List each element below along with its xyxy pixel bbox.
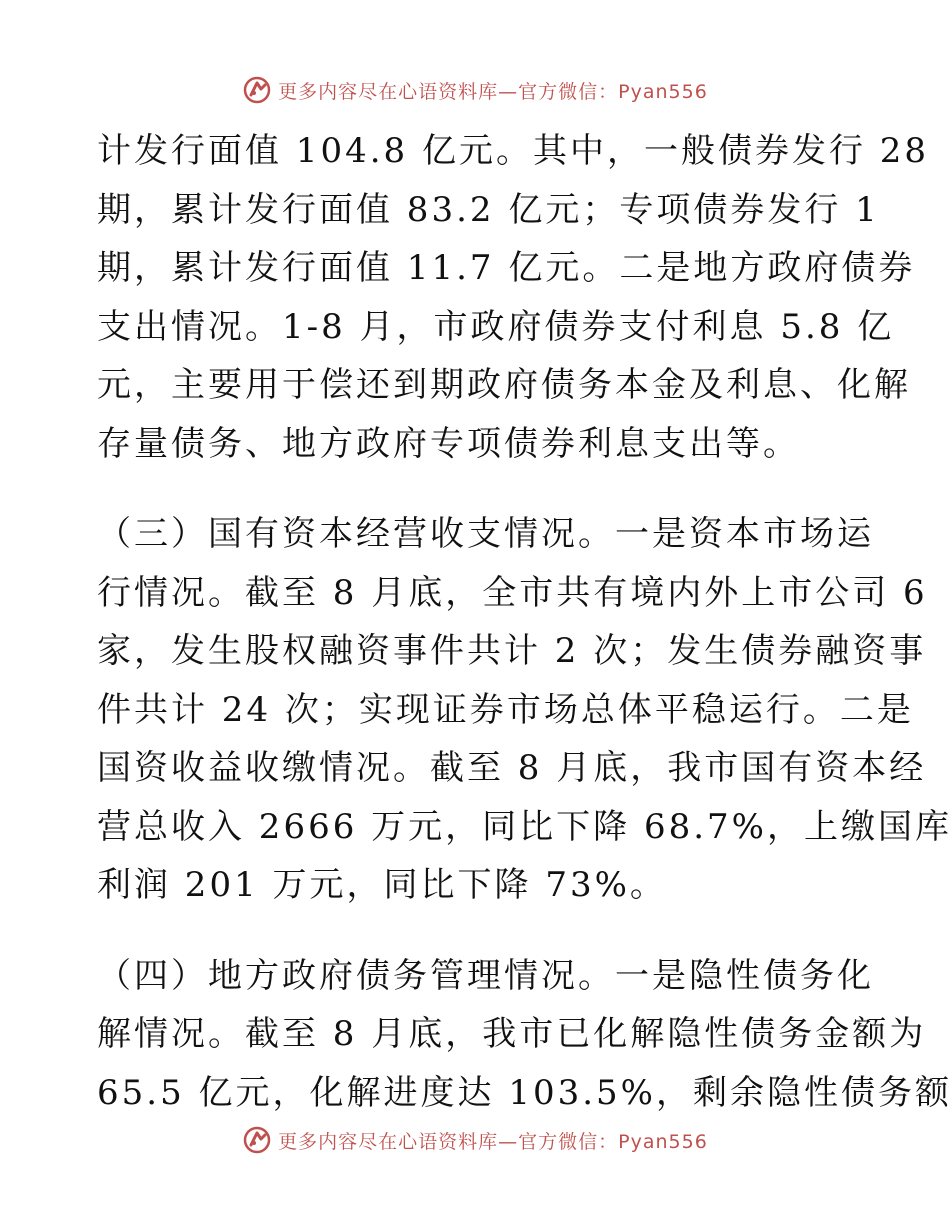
text-line: 支出情况。1-8 月，市政府债券支付利息 5.8 亿: [97, 306, 895, 347]
paragraph-gap: [97, 473, 857, 505]
text-line: （三）国有资本经营收支情况。一是资本市场运: [97, 514, 874, 554]
text-line: 期，累计发行面值 11.7 亿元。二是地方政府债券: [97, 248, 916, 288]
paragraph-gap: [97, 915, 857, 947]
brand-logo-icon: [242, 75, 272, 105]
header-watermark: [0, 70, 950, 110]
text-line: 行情况。截至 8 月底，全市共有境内外上市公司 6: [97, 572, 928, 613]
brand-logo-icon: [242, 1125, 272, 1155]
text-line: 期，累计发行面值 83.2 亿元；专项债券发行 1: [97, 189, 880, 230]
text-line: 件共计 24 次；实现证券市场总体平稳运行。二是: [97, 689, 914, 730]
text-line: 存量债务、地方政府专项债券利息支出等。: [97, 423, 800, 464]
header-watermark-text: 更多内容尽在心语资料库—官方微信：Pyan556: [278, 80, 708, 103]
footer-watermark-text: 更多内容尽在心语资料库—官方微信：Pyan556: [278, 1130, 708, 1153]
text-line: （四）地方政府债务管理情况。一是隐性债务化: [97, 955, 874, 996]
text-line: 国资收益收缴情况。截至 8 月底，我市国有资本经: [97, 748, 927, 788]
text-line: 营总收入 2666 万元，同比下降 68.7%，上缴国库: [97, 806, 952, 847]
text-line: 元，主要用于偿还到期政府债务本金及利息、化解: [97, 365, 911, 405]
text-line: 计发行面值 104.8 亿元。其中，一般债券发行 28: [97, 131, 930, 171]
footer-watermark: [0, 1120, 950, 1160]
text-line: 家，发生股权融资事件共计 2 次；发生债券融资事: [97, 631, 927, 671]
paragraph-2: [97, 505, 952, 915]
paragraph-1: [97, 122, 930, 473]
document-body: [97, 122, 952, 1122]
text-line: 解情况。截至 8 月底，我市已化解隐性债务金额为: [97, 1014, 927, 1054]
text-line: 65.5 亿元，化解进度达 103.5%，剩余隐性债务额: [97, 1072, 952, 1113]
paragraph-3: [97, 947, 952, 1123]
text-line: 利润 201 万元，同比下降 73%。: [97, 865, 667, 905]
